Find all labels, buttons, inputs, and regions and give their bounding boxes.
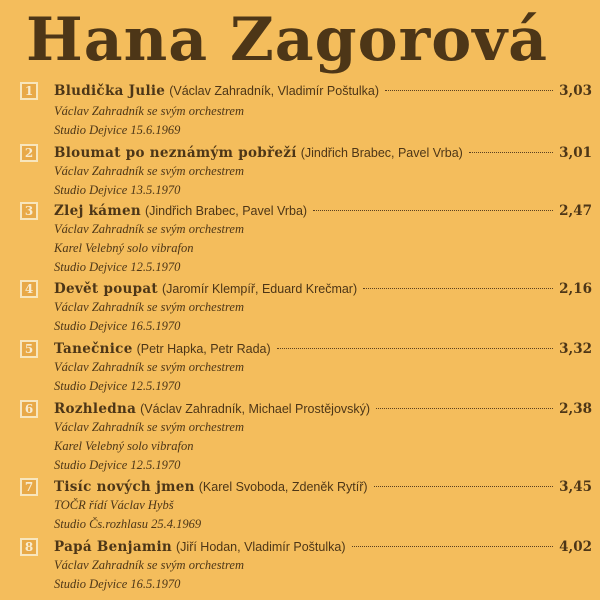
track-detail: Václav Zahradník se svým orchestrem (54, 164, 245, 178)
track-number-badge: 3 (20, 202, 38, 220)
track-title: Tanečnice (54, 341, 133, 357)
dot-leader (374, 486, 554, 487)
track-header (54, 78, 594, 104)
track-duration: 3,32 (559, 341, 592, 357)
track-detail: Václav Zahradník se svým orchestrem (54, 558, 245, 572)
track-detail: Václav Zahradník se svým orchestrem (54, 420, 245, 434)
track-detail: Karel Velebný solo vibrafon (54, 439, 194, 453)
dot-leader (352, 546, 554, 547)
track-title: Zlej kámen (54, 203, 141, 219)
track-duration: 2,38 (559, 401, 592, 417)
track-title: Tisíc nových jmen (54, 479, 195, 495)
track-authors: (Petr Hapka, Petr Rada) (136, 342, 271, 356)
track-number-badge: 8 (20, 538, 38, 556)
track-authors: (Jaromír Klempíř, Eduard Krečmar) (161, 282, 358, 296)
track-title: Rozhledna (54, 401, 137, 417)
track-authors: (Karel Svoboda, Zdeněk Rytíř) (198, 480, 368, 494)
track-detail: Karel Velebný solo vibrafon (54, 241, 194, 255)
track-number-badge: 1 (20, 82, 38, 100)
dot-leader (376, 408, 553, 409)
track-authors: (Jindřich Brabec, Pavel Vrba) (144, 204, 308, 218)
track-number-badge: 5 (20, 340, 38, 358)
track-duration: 3,01 (559, 145, 592, 161)
dot-leader (469, 152, 553, 153)
track-duration: 2,16 (559, 281, 592, 297)
track-detail: TOČR řídí Václav Hybš (54, 498, 174, 512)
track-duration: 3,03 (559, 83, 592, 99)
track-duration: 4,02 (559, 539, 592, 555)
track-detail: Studio Dejvice 16.5.1970 (54, 319, 181, 333)
track-title: Papá Benjamin (54, 539, 172, 555)
track-detail: Václav Zahradník se svým orchestrem (54, 360, 245, 374)
track-duration: 3,45 (559, 479, 592, 495)
track-number-badge: 6 (20, 400, 38, 418)
track-number-badge: 2 (20, 144, 38, 162)
dot-leader (313, 210, 553, 211)
track-detail: Václav Zahradník se svým orchestrem (54, 104, 245, 118)
dot-leader (385, 90, 553, 91)
track-authors: (Václav Zahradník, Vladimír Poštulka) (169, 84, 380, 98)
dot-leader (363, 288, 553, 289)
track-title: Bloumat po neznámým pobřeží (54, 145, 297, 161)
track-detail: Václav Zahradník se svým orchestrem (54, 222, 245, 236)
dot-leader (277, 348, 553, 349)
track-authors: (Václav Zahradník, Michael Prostějovský) (140, 402, 371, 416)
artist-title: Hana Zagorová (26, 5, 548, 75)
track-detail: Studio Dejvice 13.5.1970 (54, 183, 181, 197)
track-detail: Studio Dejvice 16.5.1970 (54, 577, 181, 591)
track-title: Devět poupat (54, 281, 158, 297)
track-detail: Studio Dejvice 12.5.1970 (54, 260, 181, 274)
track-duration: 2,47 (559, 203, 592, 219)
track-detail: Studio Dejvice 12.5.1970 (54, 379, 181, 393)
track-authors: (Jindřich Brabec, Pavel Vrba) (300, 146, 463, 160)
track-title: Bludička Julie (54, 83, 166, 99)
track-number-badge: 4 (20, 280, 38, 298)
track-detail: Studio Dejvice 15.6.1969 (54, 123, 181, 137)
track-detail: Václav Zahradník se svým orchestrem (54, 300, 245, 314)
track-detail: Studio Dejvice 12.5.1970 (54, 458, 181, 472)
track-number-badge: 7 (20, 478, 38, 496)
track-authors: (Jiří Hodan, Vladimír Poštulka) (176, 540, 346, 554)
track-detail: Studio Čs.rozhlasu 25.4.1969 (54, 517, 202, 531)
